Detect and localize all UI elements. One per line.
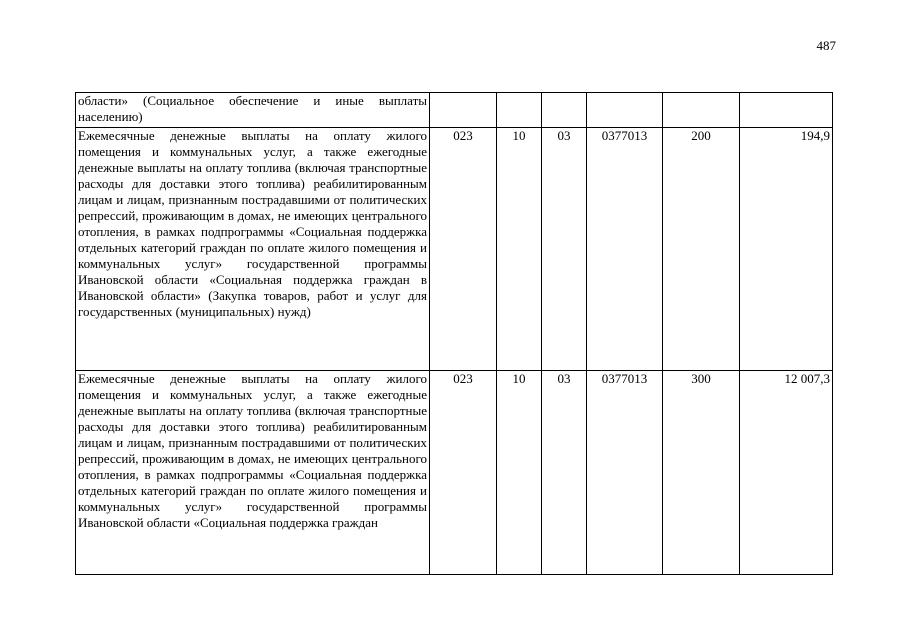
budget-table xyxy=(75,92,833,575)
rz-cell: 10 xyxy=(497,371,542,575)
csr-cell: 0377013 xyxy=(587,371,663,575)
amount-cell: 12 007,3 xyxy=(740,371,833,575)
description-cell: Ежемесячные денежные выплаты на оплату жилого помещения и коммунальных услуг, а также ежегодные денежные выплаты на оплату топлива (включая транспортные расходы для доставки этого топлива) реабилитированным лицам и лицам, признанным пострадавшими от политических репрессий, проживающим в домах, не имеющих центрального отопления, в рамках подпрограммы «Социальная поддержка отдельных категорий граждан по оплате жилого помещения и коммунальных услуг» государственной программы Ивановской области «Социальная поддержка граждан в Ивановской области» (Закупка товаров, работ и услуг для государственных (муниципальных) нужд) xyxy=(76,128,430,371)
csr-cell: 0377013 xyxy=(587,128,663,371)
amount-cell xyxy=(740,93,833,128)
table-row xyxy=(76,128,833,371)
rz-cell: 10 xyxy=(497,128,542,371)
table-row xyxy=(76,93,833,128)
vr-cell: 200 xyxy=(663,128,740,371)
gr-cell: 023 xyxy=(430,128,497,371)
amount-cell: 194,9 xyxy=(740,128,833,371)
csr-cell xyxy=(587,93,663,128)
vr-cell xyxy=(663,93,740,128)
table-row xyxy=(76,371,833,575)
pr-cell: 03 xyxy=(542,128,587,371)
gr-cell xyxy=(430,93,497,128)
page-number: 487 xyxy=(816,38,836,53)
rz-cell xyxy=(497,93,542,128)
vr-cell: 300 xyxy=(663,371,740,575)
pr-cell: 03 xyxy=(542,371,587,575)
gr-cell: 023 xyxy=(430,371,497,575)
pr-cell xyxy=(542,93,587,128)
description-cell: Ежемесячные денежные выплаты на оплату жилого помещения и коммунальных услуг, а также ежегодные денежные выплаты на оплату топлива (включая транспортные расходы для доставки этого топлива) реабилитированным лицам и лицам, признанным пострадавшими от политических репрессий, проживающим в домах, не имеющих центрального отопления, в рамках подпрограммы «Социальная поддержка отдельных категорий граждан по оплате жилого помещения и коммунальных услуг» государственной программы Ивановской области «Социальная поддержка граждан xyxy=(76,371,430,575)
description-cell: области» (Социальное обеспечение и иные выплаты населению) xyxy=(76,93,430,128)
